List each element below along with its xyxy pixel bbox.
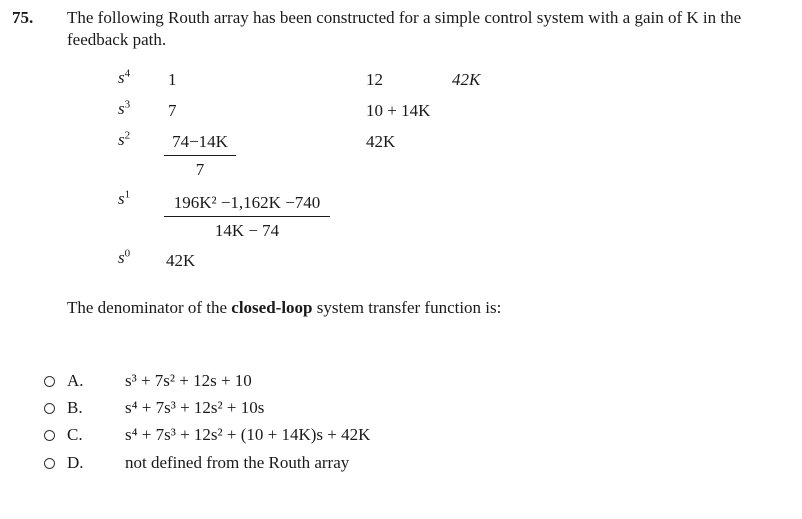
answer-option-c[interactable] [44,425,370,445]
fraction-denominator: 7 [195,160,205,179]
routh-row-label: $s^3$ [118,98,131,118]
prompt-text: system transfer function is: [312,298,502,317]
question-text: The following Routh array has been constructed for a simple control system with a gain of K in the feedback path. [67,8,742,49]
option-letter: A. [67,371,84,390]
routh-row-label: $s^4$ [118,67,131,87]
routh-fraction [164,193,330,241]
fraction-numerator: 74−14K [164,132,236,156]
fraction-numerator: 196K² −1,162K −740 [164,193,330,217]
option-text: s³ + 7s² + 12s + 10 [125,371,252,390]
prompt-text: The denominator of the [67,298,232,317]
option-letter: C. [67,425,83,444]
radio-button[interactable] [44,403,55,414]
option-letter: B. [67,398,83,417]
fraction-denominator: 14K − 74 [214,221,280,240]
radio-button[interactable] [44,376,55,387]
answer-option-d[interactable] [44,453,349,473]
prompt-bold: closed-loop [231,298,313,317]
routh-row-label: $s^2$ [118,129,131,149]
routh-cell: 42K [366,132,396,151]
routh-cell: 7 [168,101,177,120]
routh-cell: 42K [452,70,481,89]
answer-option-b[interactable] [44,398,264,418]
routh-row-label: $s^0$ [118,247,131,267]
routh-row-label: $s^1$ [118,188,131,208]
answer-option-a[interactable] [44,371,252,391]
option-text: s⁴ + 7s³ + 12s² + (10 + 14K)s + 42K [125,425,371,444]
routh-fraction [164,132,236,180]
routh-cell: 10 + 14K [366,101,431,120]
option-letter: D. [67,453,84,472]
option-text: not defined from the Routh array [125,453,350,472]
radio-button[interactable] [44,430,55,441]
radio-button[interactable] [44,458,55,469]
question-prompt [67,298,501,318]
routh-cell: 12 [366,70,383,89]
option-text: s⁴ + 7s³ + 12s² + 10s [125,398,265,417]
routh-cell: 42K [166,251,196,270]
question-number: 75. [12,8,34,27]
routh-cell: 1 [168,70,177,89]
